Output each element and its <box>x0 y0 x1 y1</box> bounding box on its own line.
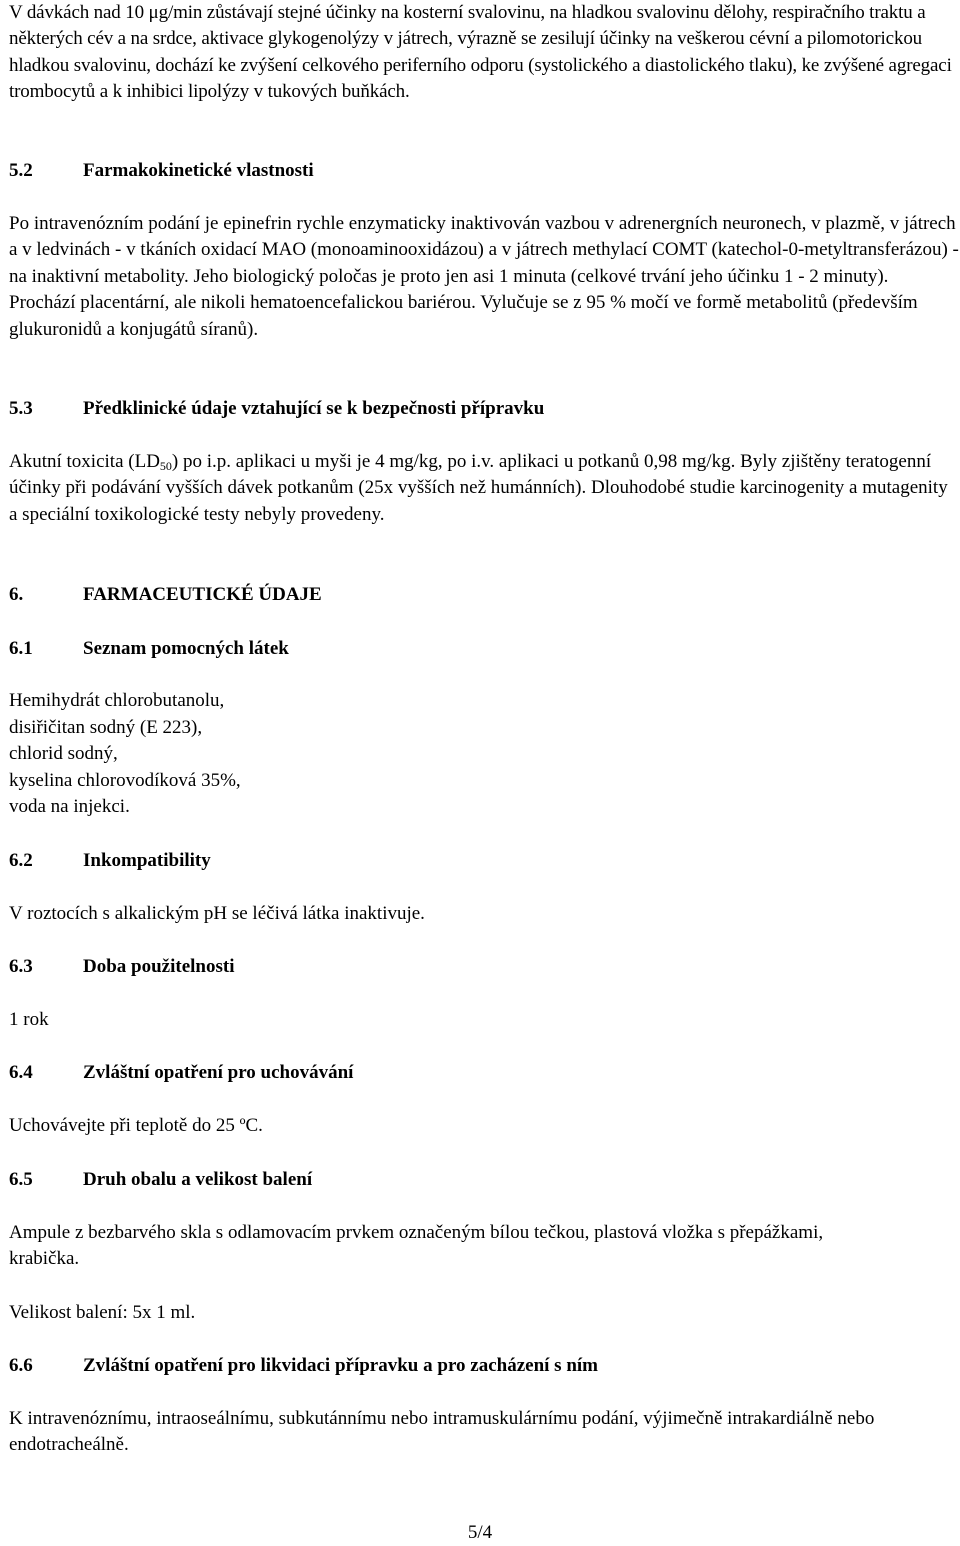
section-6-4-heading <box>9 1060 353 1086</box>
section-6-6-heading <box>9 1353 598 1379</box>
section-number: 5.2 <box>9 160 33 181</box>
section-title: Druh obalu a velikost balení <box>83 1169 313 1190</box>
section-number: 6. <box>9 584 24 605</box>
section-5-3-body <box>9 449 954 528</box>
section-title: Zvláštní opatření pro likvidaci přípravku a pro zacházení s ním <box>83 1355 598 1376</box>
section-title: FARMACEUTICKÉ ÚDAJE <box>83 584 322 605</box>
section-number: 6.1 <box>9 638 33 659</box>
section-title: Předklinické údaje vztahující se k bezpečnosti přípravku <box>83 398 545 419</box>
ld-subscript: 50 <box>159 459 172 473</box>
section-number: 5.3 <box>9 398 33 419</box>
excipient-item: voda na injekci. <box>9 796 130 817</box>
section-title: Farmakokinetické vlastnosti <box>83 160 314 181</box>
section-number: 6.2 <box>9 850 33 871</box>
section-5-2-body: Po intravenózním podání je epinefrin rychle enzymaticky inaktivován vazbou v adrenergních neuronech, v plazmě, v játrech a v ledvinách - v tkáních oxidací MAO (monoaminooxidázou) a v játrech methylací COMT (katechol-0-metyltransferázou) - na inaktivní metabolity. Jeho biologický poločas je proto jen asi 1 minuta (celkové trvání jeho účinku 1 - 2 minuty). Prochází placentární, ale nikoli hematoencefalickou bariérou. Vylučuje se z 95 % močí ve formě metabolitů (především glukuronidů a konjugátů síranů). <box>9 213 959 340</box>
section-title: Seznam pomocných látek <box>83 638 289 659</box>
section-title: Inkompatibility <box>83 850 211 871</box>
excipient-item: Hemihydrát chlorobutanolu, <box>9 690 225 711</box>
section-number: 6.6 <box>9 1355 33 1376</box>
section-6-2-heading <box>9 848 211 874</box>
intro-paragraph: V dávkách nad 10 μg/min zůstávají stejné účinky na kosterní svalovinu, na hladkou svalovinu dělohy, respiračního traktu a některých cév a na srdce, aktivace glykogenolýzy v játrech, výrazně se zesilují účinky na veškerou cévní a pilomotorickou hladkou svalovinu, dochází ke zvýšení celkového periferního odporu (systolického a diastolického tlaku), ke zvýšené agregaci trombocytů a k inhibici lipolýzy v tukových buňkách. <box>9 2 952 103</box>
section-6-1-heading <box>9 636 289 662</box>
page-number: 5/4 <box>467 1522 493 1543</box>
section-6-heading <box>9 582 322 608</box>
excipient-item: chlorid sodný, <box>9 743 118 764</box>
section-title: Zvláštní opatření pro uchovávání <box>83 1062 354 1083</box>
section-6-2-body: V roztocích s alkalickým pH se léčivá látka inaktivuje. <box>9 903 425 924</box>
section-6-6-body: K intravenóznímu, intraoseálnímu, subkutánnímu nebo intramuskulárnímu podání, výjimečně intrakardiálně nebo endotracheálně. <box>9 1408 875 1456</box>
section-5-3-heading <box>9 396 544 422</box>
section-6-5-body: Ampule z bezbarvého skla s odlamovacím prvkem označeným bílou tečkou, plastová vložka s přepážkami, krabička. <box>9 1222 824 1270</box>
section-6-3-heading <box>9 954 235 980</box>
section-5-2-heading <box>9 158 314 184</box>
section-number: 6.5 <box>9 1169 33 1190</box>
package-size: Velikost balení: 5x 1 ml. <box>9 1302 196 1323</box>
excipient-item: kyselina chlorovodíková 35%, <box>9 770 241 791</box>
section-number: 6.4 <box>9 1062 33 1083</box>
toxicity-text: Akutní toxicita (LD <box>9 451 160 472</box>
section-6-4-body: Uchovávejte při teplotě do 25 ºC. <box>9 1115 263 1136</box>
excipient-item: disiřičitan sodný (E 223), <box>9 717 203 738</box>
section-6-5-heading <box>9 1167 312 1193</box>
section-6-3-body: 1 rok <box>9 1009 49 1030</box>
section-title: Doba použitelnosti <box>83 956 235 977</box>
section-number: 6.3 <box>9 956 33 977</box>
toxicity-text-rest: ) po i.p. aplikaci u myši je 4 mg/kg, po i.v. aplikaci u potkanů 0,98 mg/kg. Byly zjištěny teratogenní účinky při podávání vyšších dávek potkanům (25x vyšších než humánních). Dlouhodobé studie karcinogenity a mutagenity a speciální toxikologické testy nebyly provedeny. <box>9 451 948 525</box>
